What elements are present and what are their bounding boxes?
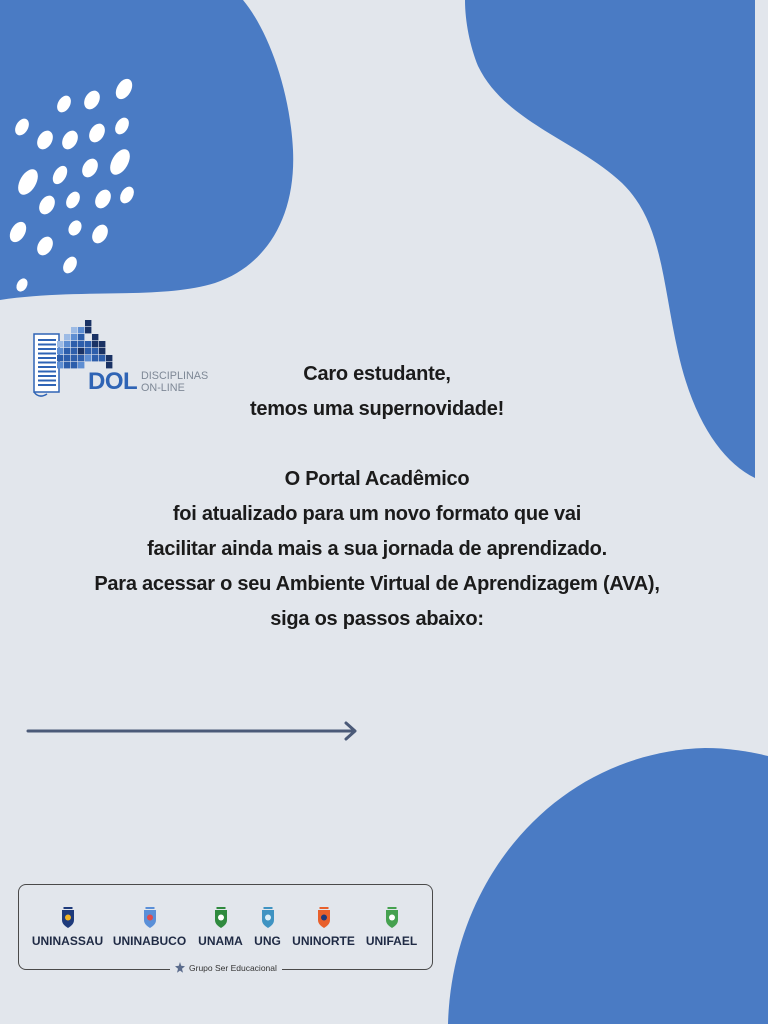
- institution-name: UNINABUCO: [112, 934, 187, 948]
- pixel-block: [78, 341, 84, 347]
- shield-cap: [63, 907, 72, 909]
- greeting-line: Caro estudante,: [303, 363, 451, 385]
- shield-emblem: [265, 915, 271, 921]
- shield-emblem: [218, 915, 224, 921]
- pixel-block: [85, 327, 91, 333]
- institution-name: UNINORTE: [292, 934, 355, 948]
- pixel-block: [57, 348, 63, 354]
- pixel-block: [78, 334, 84, 340]
- pixel-block: [57, 341, 63, 347]
- body-line: O Portal Acadêmico: [284, 468, 470, 490]
- institution-name: UNG: [254, 934, 281, 948]
- body-line: facilitar ainda mais a sua jornada de aprendizado.: [147, 538, 607, 560]
- pixel-block: [85, 348, 91, 354]
- pixel-block: [99, 348, 105, 354]
- pixel-block: [78, 327, 84, 333]
- group-name: Grupo Ser Educacional: [189, 963, 277, 973]
- ung-shield-icon: [261, 907, 275, 928]
- announcement-message: [0, 357, 754, 637]
- pixel-block: [99, 341, 105, 347]
- pixel-block: [71, 327, 77, 333]
- pixel-block: [71, 334, 77, 340]
- institution-unifael: [354, 907, 430, 948]
- institution-uninassau: [30, 907, 106, 948]
- institution-uninabuco: [112, 907, 188, 948]
- uninabuco-shield-icon: [143, 907, 157, 928]
- star-shape: [175, 962, 185, 973]
- pixel-block: [64, 341, 70, 347]
- unifael-shield-icon: [385, 907, 399, 928]
- logo-tagline-line2: ON-LINE: [141, 382, 185, 394]
- logo-tagline-line1: DISCIPLINAS: [141, 370, 209, 382]
- pixel-block: [92, 334, 98, 340]
- shield-cap: [319, 907, 328, 909]
- pixel-block: [78, 348, 84, 354]
- institutions-box: [18, 884, 433, 973]
- uninorte-shield-icon: [317, 907, 331, 928]
- body-line: foi atualizado para um novo formato que vai: [172, 503, 582, 525]
- shield-emblem: [65, 915, 71, 921]
- institution-uninorte: [286, 907, 362, 948]
- group-signature: [170, 960, 282, 976]
- bottom-right-blob: [448, 748, 768, 1024]
- greeting-line: temos uma supernovidade!: [249, 398, 505, 420]
- pixel-block: [85, 341, 91, 347]
- message-body: [0, 462, 754, 637]
- shield-cap: [263, 907, 272, 909]
- uninassau-shield-icon: [61, 907, 75, 928]
- pixel-block: [85, 320, 91, 326]
- pixel-block: [92, 341, 98, 347]
- pixel-block: [71, 348, 77, 354]
- ser-educacional-icon: [175, 962, 185, 974]
- logo-wordmark: DOL: [88, 368, 138, 395]
- pixel-block: [92, 348, 98, 354]
- shield-emblem: [147, 915, 153, 921]
- institution-name: UNIFAEL: [365, 934, 418, 948]
- shield-cap: [145, 907, 154, 909]
- institution-name: UNINASSAU: [31, 934, 104, 948]
- greeting: [0, 357, 754, 427]
- shield-cap: [387, 907, 396, 909]
- pixel-block: [64, 348, 70, 354]
- shield-cap: [216, 907, 225, 909]
- institution-name: UNAMA: [198, 934, 243, 948]
- shield-emblem: [389, 915, 395, 921]
- pixel-block: [71, 341, 77, 347]
- pixel-block: [64, 334, 70, 340]
- body-line: siga os passos abaixo:: [270, 608, 484, 630]
- shield-emblem: [321, 915, 327, 921]
- body-line: Para acessar o seu Ambiente Virtual de Aprendizagem (AVA),: [94, 573, 660, 595]
- unama-shield-icon: [214, 907, 228, 928]
- right-arrow-icon: [26, 720, 360, 742]
